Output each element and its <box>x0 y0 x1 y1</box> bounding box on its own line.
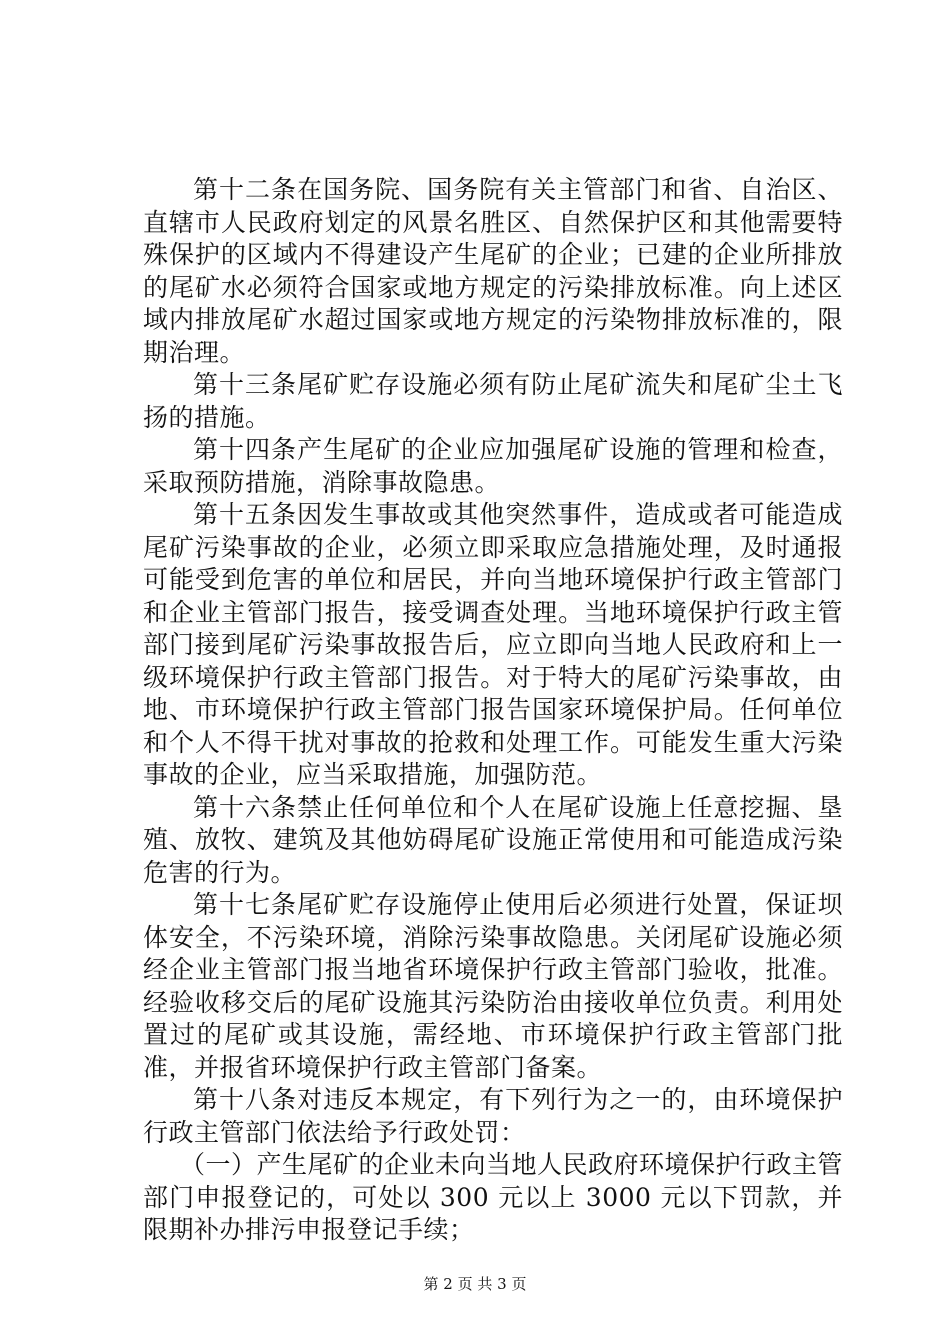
article-17-paragraph: 第十七条尾矿贮存设施停止使用后必须进行处置，保证坝体安全，不污染环境，消除污染事故隐患。关闭尾矿设施必须经企业主管部门报当地省环境保护行政主管部门验收，批准。经验收移交后的尾矿设施其污染防治由接收单位负责。利用处置过的尾矿或其设施，需经地、市环境保护行政主管部门批准，并报省环境保护行政主管部门备案。 <box>143 890 843 1082</box>
article-16-paragraph: 第十六条禁止任何单位和个人在尾矿设施上任意挖掘、垦殖、放牧、建筑及其他妨碍尾矿设施正常使用和可能造成污染危害的行为。 <box>143 792 843 887</box>
article-18-paragraph: 第十八条对违反本规定，有下列行为之一的，由环境保护行政主管部门依法给予行政处罚： <box>143 1085 843 1147</box>
article-18-item-1: （一）产生尾矿的企业未向当地人民政府环境保护行政主管部门申报登记的，可处以 300 元以上 3000 元以下罚款，并限期补办排污申报登记手续； <box>143 1150 844 1244</box>
page-footer: 第 2 页 共 3 页 <box>423 1275 527 1293</box>
document-body <box>143 174 843 1247</box>
article-13-paragraph: 第十三条尾矿贮存设施必须有防止尾矿流失和尾矿尘土飞扬的措施。 <box>143 370 843 432</box>
article-14-paragraph: 第十四条产生尾矿的企业应加强尾矿设施的管理和检查，采取预防措施，消除事故隐患。 <box>143 435 843 497</box>
article-15-paragraph: 第十五条因发生事故或其他突然事件，造成或者可能造成尾矿污染事故的企业，必须立即采取应急措施处理，及时通报可能受到危害的单位和居民，并向当地环境保护行政主管部门和企业主管部门报告，接受调查处理。当地环境保护行政主管部门接到尾矿污染事故报告后，应立即向当地人民政府和上一级环境保护行政主管部门报告。对于特大的尾矿污染事故，由地、市环境保护行政主管部门报告国家环境保护局。任何单位和个人不得干扰对事故的抢救和处理工作。可能发生重大污染事故的企业，应当采取措施，加强防范。 <box>143 500 843 789</box>
article-12-paragraph: 第十二条在国务院、国务院有关主管部门和省、自治区、直辖市人民政府划定的风景名胜区、自然保护区和其他需要特殊保护的区域内不得建设产生尾矿的企业；已建的企业所排放的尾矿水必须符合国家或地方规定的污染排放标准。向上述区域内排放尾矿水超过国家或地方规定的污染物排放标准的，限期治理。 <box>143 175 843 367</box>
